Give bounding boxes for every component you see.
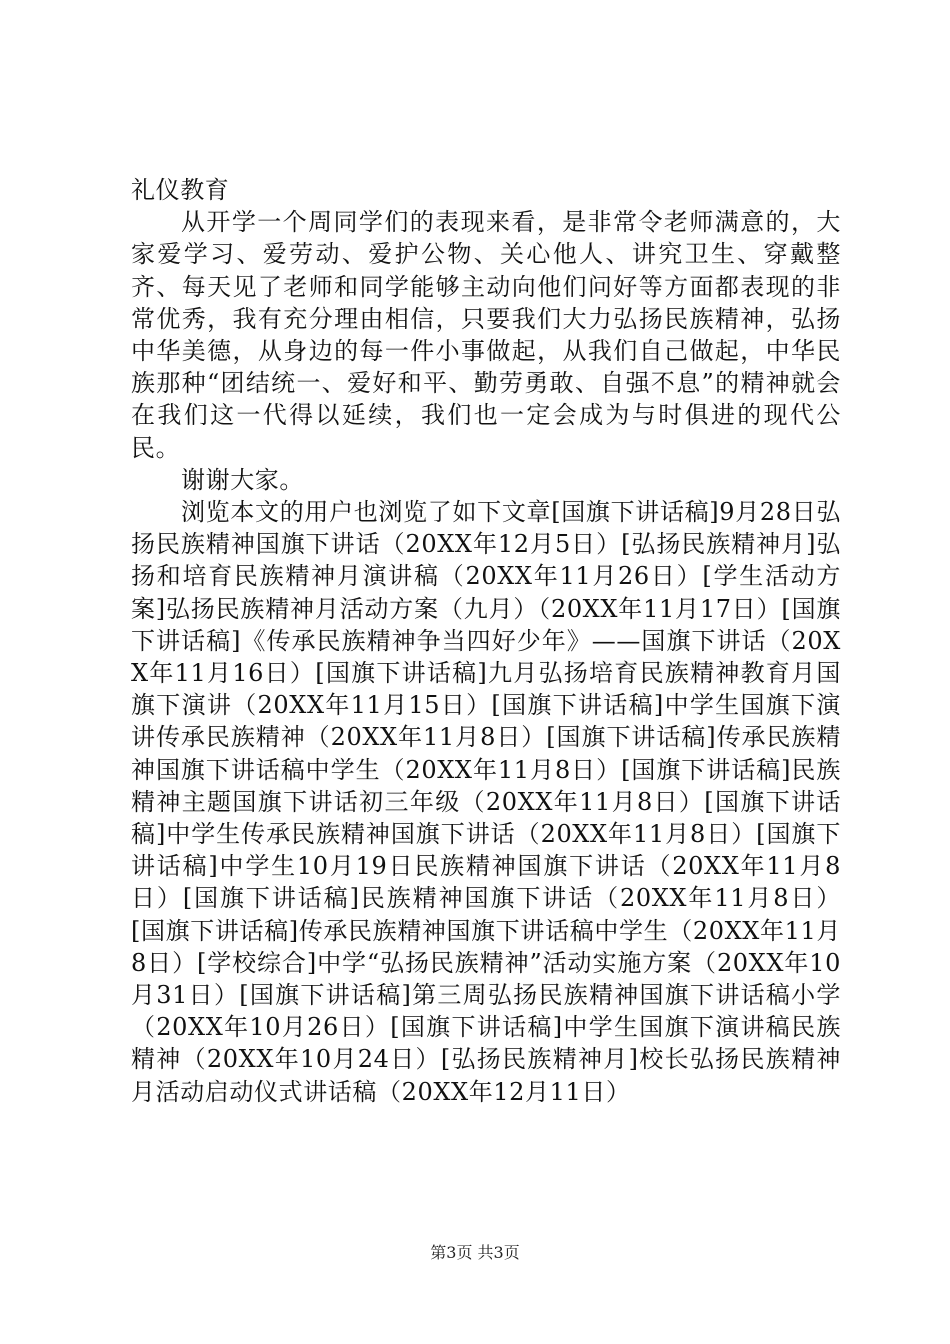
paragraph-thanks: 谢谢大家。 bbox=[181, 465, 304, 494]
paragraph-related-articles: 浏览本文的用户也浏览了如下文章[国旗下讲话稿]9月28日弘扬民族精神国旗下讲话（20XX年12月5日）[弘扬民族精神月]弘扬和培育民族精神月演讲稿（20XX年11月26日）[学生活动方案]弘扬民族精神月活动方案（九月）（20XX年11月17日）[国旗下讲话稿]《传承民族精神争当四好少年》——国旗下讲话（20XX年11月16日）[国旗下讲话稿]九月弘扬培育民族精神教育月国旗下演讲（20XX年11月15日）[国旗下讲话稿]中学生国旗下演讲传承民族精神（20XX年11月8日）[国旗下讲话稿]传承民族精神国旗下讲话稿中学生（20XX年11月8日）[国旗下讲话稿]民族精神主题国旗下讲话初三年级（20XX年11月8日）[国旗下讲话稿]中学生传承民族精神国旗下讲话（20XX年11月8日）[国旗下讲话稿]中学生10月19日民族精神国旗下讲话（20XX年11月8日）[国旗下讲话稿]民族精神国旗下讲话（20XX年11月8日）[国旗下讲话稿]传承民族精神国旗下讲话稿中学生（20XX年11月8日）[学校综合]中学“弘扬民族精神”活动实施方案（20XX年10月31日）[国旗下讲话稿]第三周弘扬民族精神国旗下讲话稿小学（20XX年10月26日）[国旗下讲话稿]中学生国旗下演讲稿民族精神（20XX年10月24日）[弘扬民族精神月]校长弘扬民族精神月活动启动仪式讲话稿（20XX年12月11日） bbox=[131, 498, 841, 1106]
section-heading: 礼仪教育 bbox=[131, 176, 230, 204]
document-body bbox=[131, 174, 841, 1108]
page-number-footer: 第3页 共3页 bbox=[430, 1243, 520, 1262]
paragraph-conclusion: 从开学一个周同学们的表现来看，是非常令老师满意的，大家爱学习、爱劳动、爱护公物、关心他人、讲究卫生、穿戴整齐、每天见了老师和同学能够主动向他们问好等方面都表现的非常优秀，我有充分理由相信，只要我们大力弘扬民族精神，弘扬中华美德，从身边的每一件小事做起，从我们自己做起，中华民族那种“团结统一、爱好和平、勤劳勇敢、自强不息”的精神就会在我们这一代得以延续，我们也一定会成为与时俱进的现代公民。 bbox=[131, 208, 841, 462]
